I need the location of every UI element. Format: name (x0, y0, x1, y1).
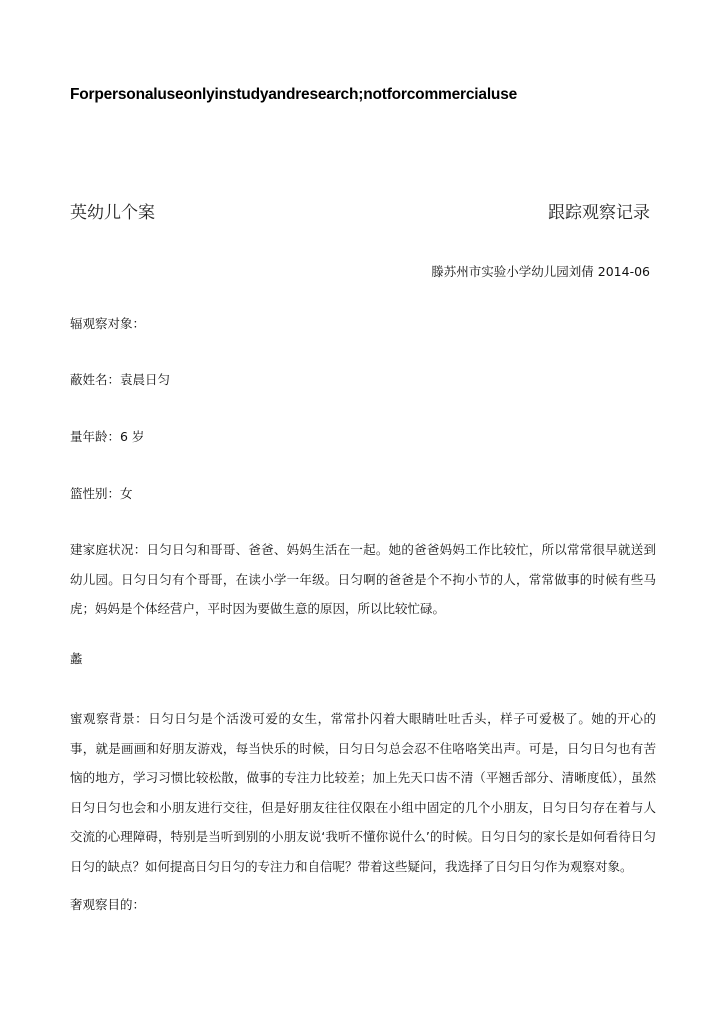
author-line: 滕苏州市实验小学幼儿园刘倩 2014-06 (431, 264, 650, 279)
age-field: 量年龄：6 岁 (70, 429, 145, 444)
name-field: 蔽姓名：袁晨日匀 (70, 372, 171, 387)
watermark-text: Forpersonaluseonlyinstudyandresearch;notforcommercialuse (70, 86, 518, 103)
document-title-left: 英幼儿个案 (70, 203, 155, 223)
gender-field: 篮性别：女 (70, 486, 133, 501)
purpose-heading: 奢观察目的： (70, 897, 146, 912)
observation-background-paragraph: 蜜观察背景：日匀日匀是个活泼可爱的女生，常常扑闪着大眼睛吐吐舌头，样子可爱极了。她的开心的事，就是画画和好朋友游戏，每当快乐的时候，日匀日匀总会忍不住咯咯笑出声。可是，日匀日匀也有苦恼的地方，学习习惯比较松散，做事的专注力比较差；加上先天口齿不清（平翘舌部分、清晰度低），虽然日匀日匀也会和小朋友进行交往，但是好朋友往往仅限在小组中固定的几个小朋友，日匀日匀存在着与人交流的心理障碍，特别是当听到别的小朋友说‘我听不懂你说什么’的时候。日匀日匀的家长是如何看待日匀日匀的缺点？如何提高日匀日匀的专注力和自信呢？带着这些疑问，我选择了日匀日匀作为观察对象。 (70, 711, 656, 874)
section-separator: 蠡 (70, 651, 83, 666)
document-title-right: 跟踪观察记录 (548, 203, 650, 223)
family-status-paragraph: 建家庭状况：日匀日匀和哥哥、爸爸、妈妈生活在一起。她的爸爸妈妈工作比较忙，所以常常很早就送到幼儿园。日匀日匀有个哥哥，在读小学一年级。日匀啊的爸爸是个不拘小节的人，常常做事的时候有些马虎；妈妈是个体经营户，平时因为要做生意的原因，所以比较忙碌。 (70, 542, 656, 616)
subject-heading: 辐观察对象： (70, 316, 146, 331)
